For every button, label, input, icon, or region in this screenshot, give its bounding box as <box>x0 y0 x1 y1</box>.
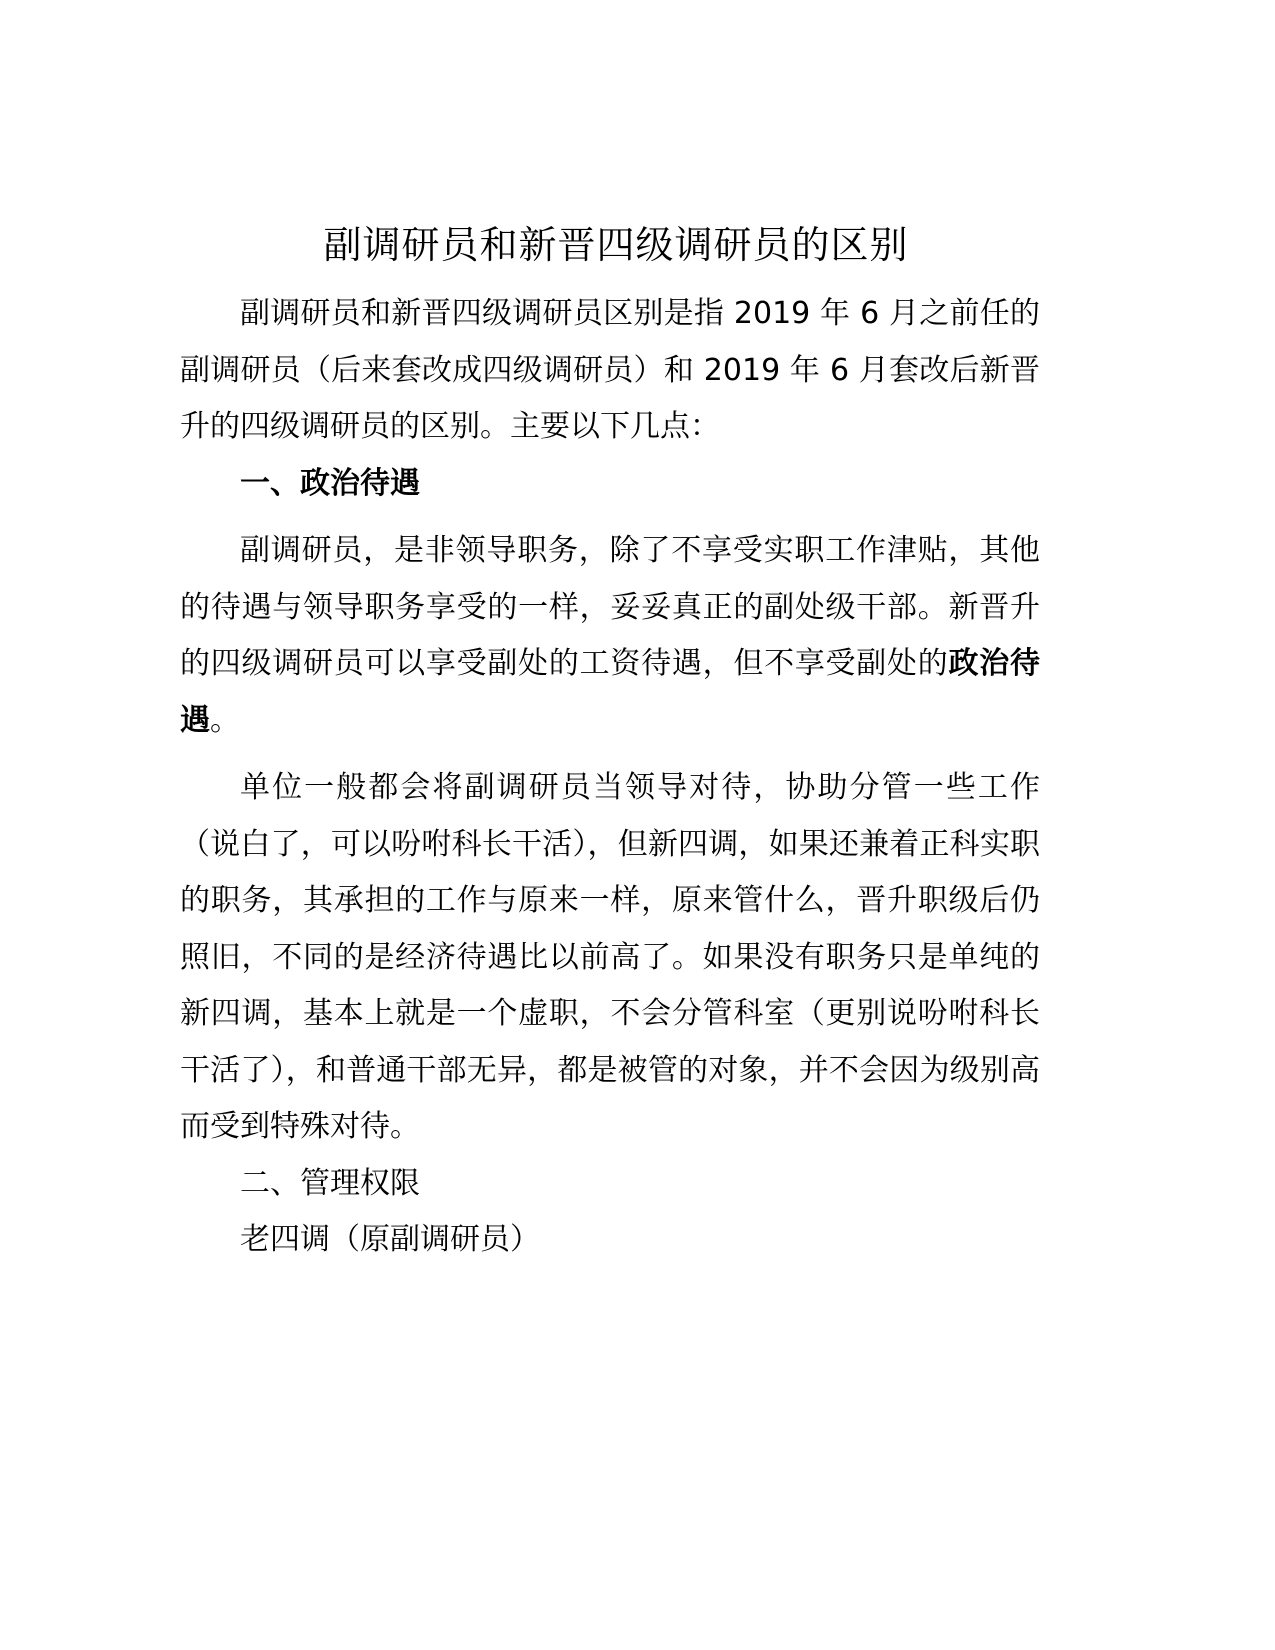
unit-treatment-paragraph: 单位一般都会将副调研员当领导对待，协助分管一些工作（说白了，可以吩咐科长干活），但新四调，如果还兼着正科实职的职务，其承担的工作与原来一样，原来管什么，晋升职级后仍照旧，不同的是经济待遇比以前高了。如果没有职务只是单纯的新四调，基本上就是一个虚职，不会分管科室（更别说吩咐科长干活了），和普通干部无异，都是被管的对象，并不会因为级别高而受到特殊对待。 <box>180 770 1040 1144</box>
document-title: 副调研员和新晋四级调研员的区别 <box>323 223 909 267</box>
document-body <box>180 220 1040 1269</box>
political-treatment-paragraph <box>180 523 1040 749</box>
subheading-old-fourth-level: 老四调（原副调研员） <box>240 1222 540 1257</box>
section-heading-management: 二、管理权限 <box>240 1165 420 1201</box>
political-treatment-text: 副调研员，是非领导职务，除了不享受实职工作津贴，其他的待遇与领导职务享受的一样，妥妥真正的副处级干部。新晋升的四级调研员可以享受副处的工资待遇，但不享受副处的 <box>180 533 1040 681</box>
intro-paragraph: 副调研员和新晋四级调研员区别是指 2019 年 6 月之前任的副调研员（后来套改成四级调研员）和 2019 年 6 月套改后新晋升的四级调研员的区别。主要以下几点： <box>180 296 1040 444</box>
political-treatment-end: 。 <box>210 702 240 738</box>
political-treatment-bold-phrase: 政治待遇 <box>180 646 1041 738</box>
section-heading-political: 一、政治待遇 <box>240 465 420 501</box>
